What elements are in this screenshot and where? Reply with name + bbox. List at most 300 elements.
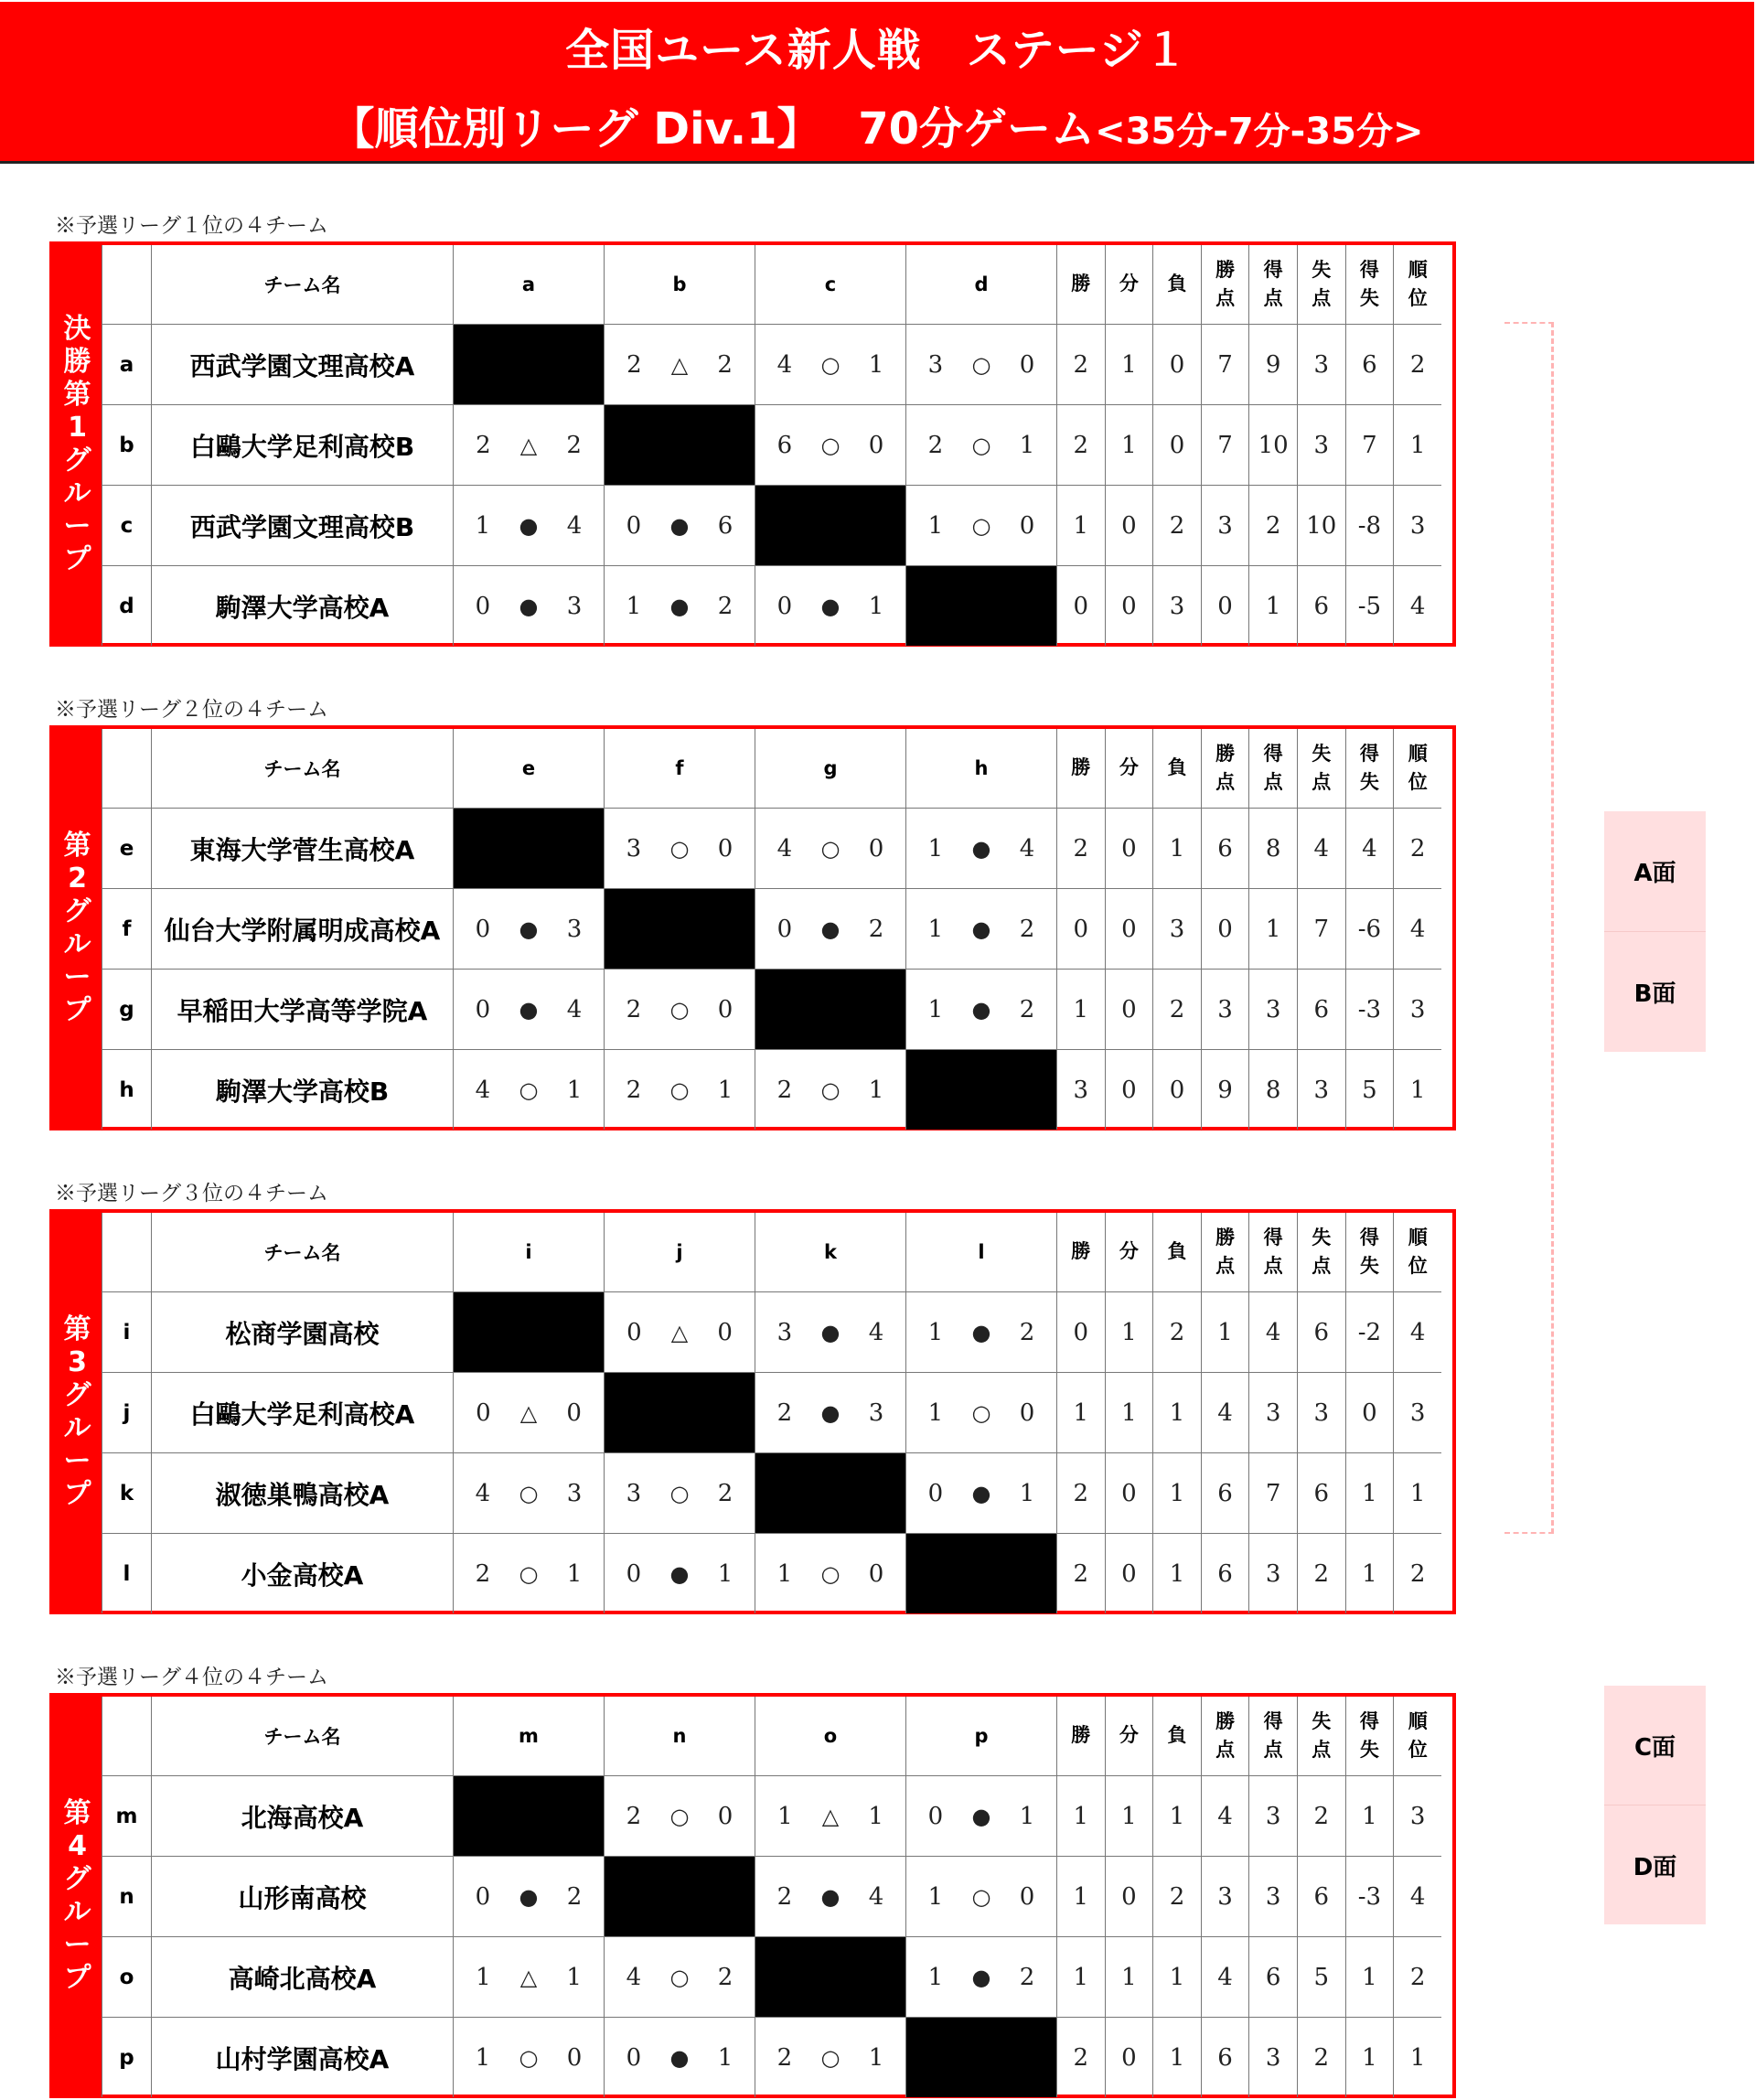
draws-value: 0 [1105,1534,1153,1614]
self-match-cell [906,1050,1057,1130]
group-note: ※予選リーグ３位の４チーム [55,1182,328,1205]
wins-value: 2 [1057,1534,1106,1614]
score-for: 3 [927,350,944,379]
match-result-cell [755,1534,906,1614]
match-result-cell [906,1453,1057,1534]
score-for: 1 [626,592,642,620]
group-note: ※予選リーグ１位の４チーム [55,214,328,238]
match-result-cell [755,2018,906,2098]
team-row [102,325,1442,405]
score-for: 3 [626,834,642,862]
score-for: 2 [776,1398,793,1427]
result-symbol-icon: ● [971,916,991,942]
goal-diff-header [1345,1697,1394,1776]
result-symbol-icon: ● [519,996,539,1023]
header-char: 得 [1359,1226,1379,1248]
draws-value: 1 [1105,405,1153,486]
score-against: 1 [1019,1802,1035,1830]
wins-value: 3 [1057,1050,1106,1130]
team-name: 駒澤大学高校B [152,1050,454,1130]
losses-value: 1 [1153,1534,1202,1614]
team-name-header: チーム名 [152,245,454,325]
losses-value: 0 [1153,325,1202,405]
points-value: 4 [1201,1776,1249,1857]
score-against: 3 [566,915,583,943]
result-symbol-icon: ● [669,593,690,619]
score-for: 2 [475,1559,491,1588]
group-label-char: 1 [68,411,87,444]
goals-against-value: 3 [1297,1373,1345,1453]
match-result-cell [605,2018,755,2098]
draws-value: 0 [1105,2018,1153,2098]
result-symbol-icon: ○ [669,1480,690,1506]
team-row [102,1373,1442,1453]
team-letter: a [102,325,152,405]
draws-value: 0 [1105,566,1153,647]
group-label-char: 4 [68,1829,87,1862]
score-for: 1 [475,511,491,540]
match-result-cell [454,2018,605,2098]
header-char: 失 [1312,742,1332,765]
score-against: 1 [717,2043,733,2072]
goals-against-header [1297,245,1345,325]
score-for: 1 [777,1802,793,1830]
header-char: 得 [1359,1709,1379,1732]
score-against: 0 [717,995,733,1023]
group-label-char: ー [63,1444,91,1477]
result-symbol-icon: ○ [669,1077,690,1103]
result-symbol-icon: ● [971,1964,991,1990]
goals-against-value: 3 [1297,325,1345,405]
goal-diff-value: 1 [1345,1776,1394,1857]
points-value: 1 [1201,1292,1249,1373]
goals-for-value: 10 [1249,405,1298,486]
group-label-char: ル [63,1411,91,1444]
header-char: 失 [1359,1255,1379,1277]
team-letter: j [102,1373,152,1453]
score-against: 1 [566,1963,582,1991]
goal-diff-value: 0 [1345,1373,1394,1453]
wins-value: 2 [1057,2018,1106,2098]
match-result-cell [605,325,755,405]
team-letter: e [102,809,152,889]
points-header [1201,245,1249,325]
points-value: 0 [1201,889,1249,970]
match-result-cell [454,1050,605,1130]
result-symbol-icon: ● [519,916,539,942]
opponent-column-header: c [755,245,906,325]
draws-value: 1 [1105,1937,1153,2018]
team-name: 淑徳巣鴨高校A [152,1453,454,1534]
goal-diff-value: -3 [1345,1857,1394,1937]
header-char: 失 [1312,1226,1332,1248]
score-for: 2 [626,1076,642,1104]
wins-value: 1 [1057,970,1106,1050]
team-letter: l [102,1534,152,1614]
team-row [102,1292,1442,1373]
opponent-column-header: f [605,729,755,809]
group-label [53,1697,102,2095]
match-result-cell [605,1453,755,1534]
score-for: 4 [776,350,793,379]
group-label-char: プ [63,993,91,1026]
team-letter: c [102,486,152,566]
draws-value: 0 [1105,1050,1153,1130]
points-value: 6 [1201,2018,1249,2098]
points-header [1201,1213,1249,1292]
result-symbol-icon: ○ [669,996,690,1023]
goals-against-header [1297,1213,1345,1292]
score-against: 2 [868,915,884,943]
group-label-char: プ [63,542,91,575]
result-symbol-icon: △ [821,1803,840,1829]
result-symbol-icon: ● [519,593,539,619]
score-for: 1 [927,1318,944,1346]
score-against: 1 [566,1076,583,1104]
team-name: 東海大学菅生高校A [152,809,454,889]
group-label-char: グ [63,895,91,927]
score-for: 0 [626,511,642,540]
score-for: 2 [626,995,642,1023]
match-result-cell [906,970,1057,1050]
score-against: 0 [717,1318,733,1346]
goal-diff-value: -8 [1345,486,1394,566]
group-label-char: 勝 [63,345,91,378]
group-label-char: グ [63,1378,91,1411]
team-name-header: チーム名 [152,1697,454,1776]
goals-against-header [1297,1697,1345,1776]
score-for: 0 [626,1559,642,1588]
result-symbol-icon: ○ [669,835,690,862]
result-symbol-icon: ● [519,1883,539,1910]
self-match-cell [755,970,906,1050]
opponent-column-header: i [454,1213,605,1292]
header-row [102,729,1442,809]
match-result-cell [906,405,1057,486]
goals-against-value: 2 [1297,1534,1345,1614]
losses-value: 1 [1153,1373,1202,1453]
header-char: 勝 [1215,1709,1236,1732]
score-against: 0 [1019,350,1035,379]
goals-for-header [1249,1697,1298,1776]
match-result-cell [605,1776,755,1857]
opponent-column-header: g [755,729,906,809]
rank-header [1394,1697,1442,1776]
score-against: 0 [868,834,884,862]
opponent-column-header: h [906,729,1057,809]
result-symbol-icon: ○ [519,2044,539,2071]
court-label: D面 [1633,1853,1677,1881]
goal-diff-value: 7 [1345,405,1394,486]
score-for: 2 [776,1882,793,1911]
result-symbol-icon: ○ [820,1077,841,1103]
header-row [102,1697,1442,1776]
header-char: 失 [1312,258,1332,281]
match-result-cell [755,889,906,970]
score-for: 1 [927,1963,944,1991]
points-header [1201,729,1249,809]
team-name: 白鷗大学足利高校A [152,1373,454,1453]
opponent-column-header: k [755,1213,906,1292]
draws-header: 分 [1105,1213,1153,1292]
self-match-cell [605,1373,755,1453]
court-a-label [1604,811,1706,931]
goals-for-value: 3 [1249,2018,1298,2098]
score-for: 2 [776,2043,793,2072]
opponent-column-header: d [906,245,1057,325]
header-char: 順 [1408,742,1428,765]
header-char: 得 [1263,1709,1283,1732]
team-row [102,405,1442,486]
team-name: 北海高校A [152,1776,454,1857]
result-symbol-icon: ● [820,1883,841,1910]
goals-for-header [1249,245,1298,325]
header-char: 点 [1215,287,1236,309]
goals-for-value: 8 [1249,809,1298,889]
self-match-cell [605,1857,755,1937]
match-result-cell [906,889,1057,970]
score-against: 0 [1019,1882,1035,1911]
group-label-char: 第 [63,1312,91,1345]
team-row [102,970,1442,1050]
result-symbol-icon: ○ [519,1480,539,1506]
draws-value: 0 [1105,970,1153,1050]
team-letter: m [102,1776,152,1857]
rank-value: 4 [1394,566,1442,647]
score-for: 0 [475,995,491,1023]
score-against: 1 [868,1076,884,1104]
draws-header: 分 [1105,729,1153,809]
rank-value: 1 [1394,1453,1442,1534]
score-against: 4 [566,511,583,540]
team-row [102,1857,1442,1937]
goals-against-value: 6 [1297,566,1345,647]
goals-for-header [1249,1213,1298,1292]
team-row [102,1776,1442,1857]
goals-against-value: 2 [1297,1776,1345,1857]
team-name: 西武学園文理高校A [152,325,454,405]
wins-value: 0 [1057,889,1106,970]
rank-value: 3 [1394,486,1442,566]
goals-against-value: 5 [1297,1937,1345,2018]
group-label-char: 第 [63,1796,91,1829]
team-name: 駒澤大学高校A [152,566,454,647]
score-against: 2 [717,1479,733,1507]
wins-header: 勝 [1057,245,1106,325]
group-3-table [49,1209,1456,1614]
score-for: 6 [776,431,793,459]
points-value: 6 [1201,809,1249,889]
points-header [1201,1697,1249,1776]
points-value: 3 [1201,1857,1249,1937]
score-for: 1 [776,1559,793,1588]
opponent-column-header: j [605,1213,755,1292]
score-against: 0 [717,834,733,862]
draws-value: 0 [1105,809,1153,889]
result-symbol-icon: ○ [820,835,841,862]
losses-value: 0 [1153,1050,1202,1130]
group-label-char: ル [63,927,91,960]
goal-diff-value: 6 [1345,325,1394,405]
score-against: 2 [1019,1318,1035,1346]
result-symbol-icon: ○ [669,1803,690,1829]
opponent-column-header: l [906,1213,1057,1292]
header-char: 点 [1215,771,1236,793]
header-char: 点 [1263,287,1283,309]
team-name: 早稲田大学高等学院A [152,970,454,1050]
wins-value: 1 [1057,1857,1106,1937]
team-row [102,1050,1442,1130]
team-name: 仙台大学附属明成高校A [152,889,454,970]
team-row [102,809,1442,889]
team-name: 西武学園文理高校B [152,486,454,566]
losses-value: 3 [1153,566,1202,647]
header-char: 失 [1359,287,1379,309]
score-against: 2 [717,1963,733,1991]
match-result-cell [454,889,605,970]
score-against: 2 [717,592,733,620]
score-for: 4 [475,1479,491,1507]
group-label-char: グ [63,1862,91,1895]
goals-for-value: 6 [1249,1937,1298,2018]
result-symbol-icon: ● [971,996,991,1023]
goals-against-value: 7 [1297,889,1345,970]
goals-against-value: 6 [1297,1453,1345,1534]
score-for: 1 [476,1963,491,1991]
match-result-cell [605,566,755,647]
score-against: 1 [717,1076,733,1104]
result-symbol-icon: ○ [820,351,841,378]
score-for: 2 [476,431,491,459]
team-letter: f [102,889,152,970]
score-against: 0 [566,1398,582,1427]
team-letter: h [102,1050,152,1130]
team-letter: b [102,405,152,486]
match-result-cell [755,1776,906,1857]
match-result-cell [605,1292,755,1373]
goals-against-value: 6 [1297,1857,1345,1937]
score-against: 2 [1019,915,1035,943]
team-name: 松商学園高校 [152,1292,454,1373]
score-for: 1 [927,995,944,1023]
losses-header: 負 [1153,1213,1202,1292]
match-result-cell [906,809,1057,889]
match-result-cell [906,1373,1057,1453]
opponent-column-header: o [755,1697,906,1776]
opponent-column-header: a [454,245,605,325]
self-match-cell [755,1453,906,1534]
result-symbol-icon: △ [519,1964,538,1990]
header-char: 勝 [1215,1226,1236,1248]
goals-against-value: 2 [1297,2018,1345,2098]
draws-header: 分 [1105,1697,1153,1776]
score-for: 4 [475,1076,491,1104]
header-char: 失 [1359,1739,1379,1761]
result-symbol-icon: △ [670,351,689,378]
draws-value: 1 [1105,1292,1153,1373]
header-char: 順 [1408,258,1428,281]
match-result-cell [605,1534,755,1614]
standings-grid [102,1697,1441,2097]
header-char: 勝 [1215,742,1236,765]
result-symbol-icon: ○ [519,1560,539,1587]
group-1-table [49,241,1456,647]
goals-for-value: 1 [1249,889,1298,970]
header-char: 位 [1408,1739,1428,1761]
opponent-column-header: b [605,245,755,325]
result-symbol-icon: ○ [820,432,841,458]
rank-header [1394,1213,1442,1292]
group-label-char: 第 [63,829,91,862]
standings-grid [102,245,1441,646]
losses-header: 負 [1153,729,1202,809]
wins-value: 0 [1057,566,1106,647]
wins-value: 2 [1057,325,1106,405]
result-symbol-icon: ● [971,1803,991,1829]
score-for: 1 [927,915,944,943]
group-label-char: グ [63,444,91,477]
score-for: 1 [475,2043,491,2072]
wins-value: 1 [1057,486,1106,566]
draws-value: 1 [1105,325,1153,405]
result-symbol-icon: ● [971,835,991,862]
score-for: 0 [776,592,793,620]
wins-value: 2 [1057,1453,1106,1534]
wins-value: 2 [1057,405,1106,486]
draws-value: 0 [1105,889,1153,970]
score-against: 1 [868,592,884,620]
result-symbol-icon: ● [820,593,841,619]
result-symbol-icon: ● [820,916,841,942]
score-for: 0 [475,1882,491,1911]
points-value: 6 [1201,1453,1249,1534]
team-name: 高崎北高校A [152,1937,454,2018]
wins-value: 1 [1057,1776,1106,1857]
points-value: 3 [1201,486,1249,566]
header-char: 順 [1408,1226,1428,1248]
group-label-char: ー [63,1928,91,1961]
score-against: 3 [566,1479,583,1507]
self-match-cell [755,1937,906,2018]
group-note: ※予選リーグ４位の４チーム [55,1666,328,1689]
rank-header [1394,245,1442,325]
subtitle-time-breakdown: <35分-7分-35分> [1095,111,1424,153]
score-against: 3 [566,592,583,620]
losses-value: 2 [1153,486,1202,566]
team-letter: d [102,566,152,647]
score-against: 2 [717,350,733,379]
group-2-table [49,725,1456,1130]
score-against: 1 [566,1559,583,1588]
goal-diff-value: 1 [1345,1534,1394,1614]
match-result-cell [755,1857,906,1937]
score-against: 4 [868,1318,884,1346]
letter-header [102,245,152,325]
rank-value: 3 [1394,1776,1442,1857]
group-label-char: ル [63,477,91,509]
goals-against-value: 3 [1297,1050,1345,1130]
wins-value: 0 [1057,1292,1106,1373]
rank-header [1394,729,1442,809]
score-against: 0 [868,1559,884,1588]
result-symbol-icon: ● [669,512,690,539]
result-symbol-icon: ○ [669,1964,690,1990]
match-result-cell [906,1776,1057,1857]
goal-diff-value: -6 [1345,889,1394,970]
score-for: 4 [626,1963,642,1991]
score-against: 0 [717,1802,733,1830]
losses-value: 1 [1153,1937,1202,2018]
